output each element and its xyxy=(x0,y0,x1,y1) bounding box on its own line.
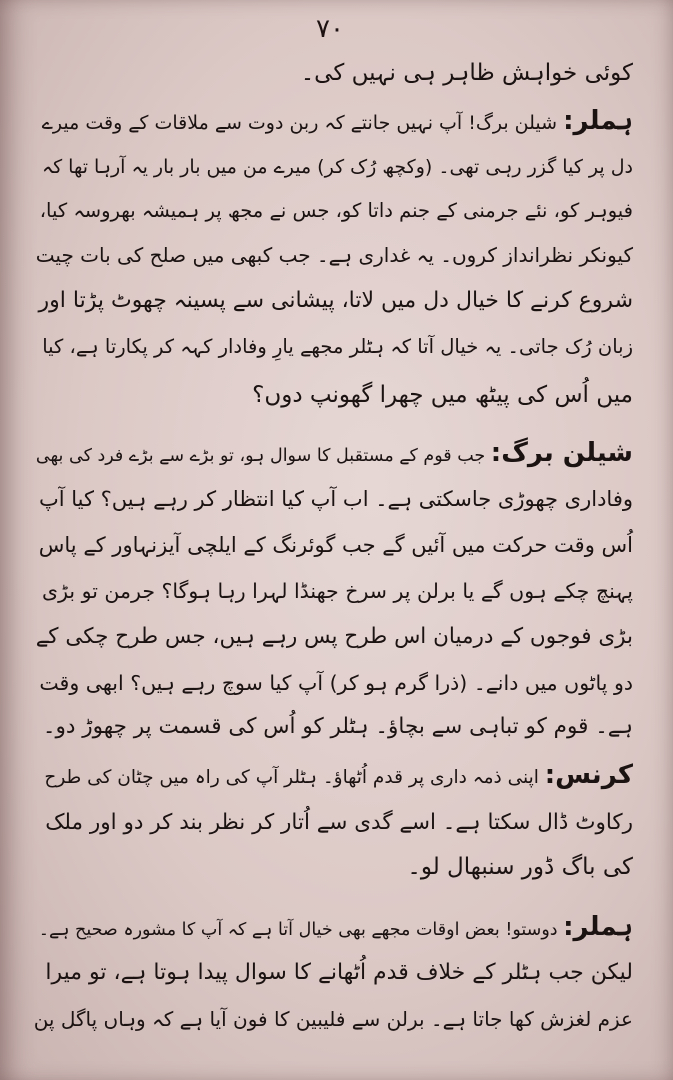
line-text: رکاوٹ ڈال سکتا ہے۔ اسے گدی سے اُتار کر نظر بند کر دو اور ملک xyxy=(45,810,633,835)
page-number: ۷۰ xyxy=(316,14,344,44)
line-text: بڑی فوجوں کے درمیان اس طرح پس رہے ہیں، جس طرح چکی کے xyxy=(35,624,633,649)
line-text: لیکن جب ہٹلر کے خلاف قدم اُٹھانے کا سوال پیدا ہوتا ہے، تو میرا xyxy=(45,960,633,985)
line-text: فیوہر کو، نئے جرمنی کے جنم داتا کو، جس نے مجھ پر ہمیشہ بھروسہ کیا، xyxy=(39,199,633,222)
line-text: دل پر کیا گزر رہی تھی۔ (وکچھ رُک کر) میرے من میں بار بار یہ آرہا تھا کہ xyxy=(41,156,633,178)
text-line xyxy=(39,286,633,316)
text-line xyxy=(40,196,633,226)
line-text: پہنچ چکے ہوں گے یا برلن پر سرخ جھنڈا لہرا رہا ہوگا؟ جرمن تو بڑی xyxy=(42,579,633,603)
line-text: کوئی خواہش ظاہر ہی نہیں کی۔ xyxy=(300,60,633,86)
line-text: اُس وقت حرکت میں آئیں گے جب گوئرنگ کے ایلچی آیزنہاور کے پاس xyxy=(38,533,633,557)
line-text: عزم لغزش کھا جاتا ہے۔ برلن سے فلیبین کا فون آیا ہے کہ وہاں پاگل پن xyxy=(33,1007,633,1031)
text-line xyxy=(39,530,633,560)
speaker-name: ہملر: xyxy=(563,106,633,136)
speaker-name: ہملر: xyxy=(563,912,633,942)
line-text: شیلن برگ! آپ نہیں جانتے کہ ربن دوت سے ملاقات کے وقت میرے xyxy=(41,112,558,134)
text-line xyxy=(45,808,633,838)
line-text: وفاداری چھوڑی جاسکتی ہے۔ اب آپ کیا انتظار کر رہے ہیں؟ کیا آپ xyxy=(38,487,633,511)
line-text: اپنی ذمہ داری پر قدم اُٹھاؤ۔ ہٹلر آپ کی راہ میں چٹان کی طرح xyxy=(44,767,539,788)
line-text: میں اُس کی پیٹھ میں چھرا گھونپ دوں؟ xyxy=(252,382,633,408)
text-line xyxy=(252,380,633,410)
text-line xyxy=(42,576,633,606)
text-line xyxy=(36,622,633,652)
line-text: شروع کرنے کا خیال دل میں لاتا، پیشانی سے پسینہ چھوٹ پڑتا اور xyxy=(38,288,633,313)
text-line xyxy=(301,58,633,88)
text-line xyxy=(36,240,633,270)
text-line xyxy=(45,958,633,988)
text-line xyxy=(36,438,633,471)
line-text: جب قوم کے مستقبل کا سوال ہو، تو بڑے سے بڑے فرد کی بھی xyxy=(35,446,486,466)
speaker-name: شیلن برگ: xyxy=(490,438,633,468)
text-line xyxy=(39,912,633,945)
text-line xyxy=(43,712,633,742)
text-line xyxy=(42,152,633,182)
line-text: زبان رُک جاتی۔ یہ خیال آتا کہ ہٹلر مجھے یارِ وفادار کہہ کر پکارتا ہے، کیا xyxy=(42,335,633,358)
speaker-name: کرنس: xyxy=(544,760,633,790)
text-line xyxy=(407,852,633,882)
text-line xyxy=(44,760,633,793)
line-text: کی باگ ڈور سنبھال لو۔ xyxy=(407,854,633,880)
line-text: کیونکر نظرانداز کروں۔ یہ غداری ہے۔ جب کبھی میں صلح کی بات چیت xyxy=(35,243,633,267)
line-text: دو پاٹوں میں دانے۔ (ذرا گرم ہو کر) آپ کیا سوچ رہے ہیں؟ ابھی وقت xyxy=(39,671,633,695)
text-line xyxy=(39,484,633,514)
text-line xyxy=(42,332,633,362)
text-line xyxy=(34,1004,633,1034)
text-line xyxy=(39,668,633,698)
line-text: دوستو! بعض اوقات مجھے بھی خیال آتا ہے کہ آپ کا مشورہ صحیح ہے۔ xyxy=(38,920,558,940)
text-line xyxy=(42,106,633,138)
line-text: ہے۔ قوم کو تباہی سے بچاؤ۔ ہٹلر کو اُس کی قسمت پر چھوڑ دو۔ xyxy=(42,714,633,739)
